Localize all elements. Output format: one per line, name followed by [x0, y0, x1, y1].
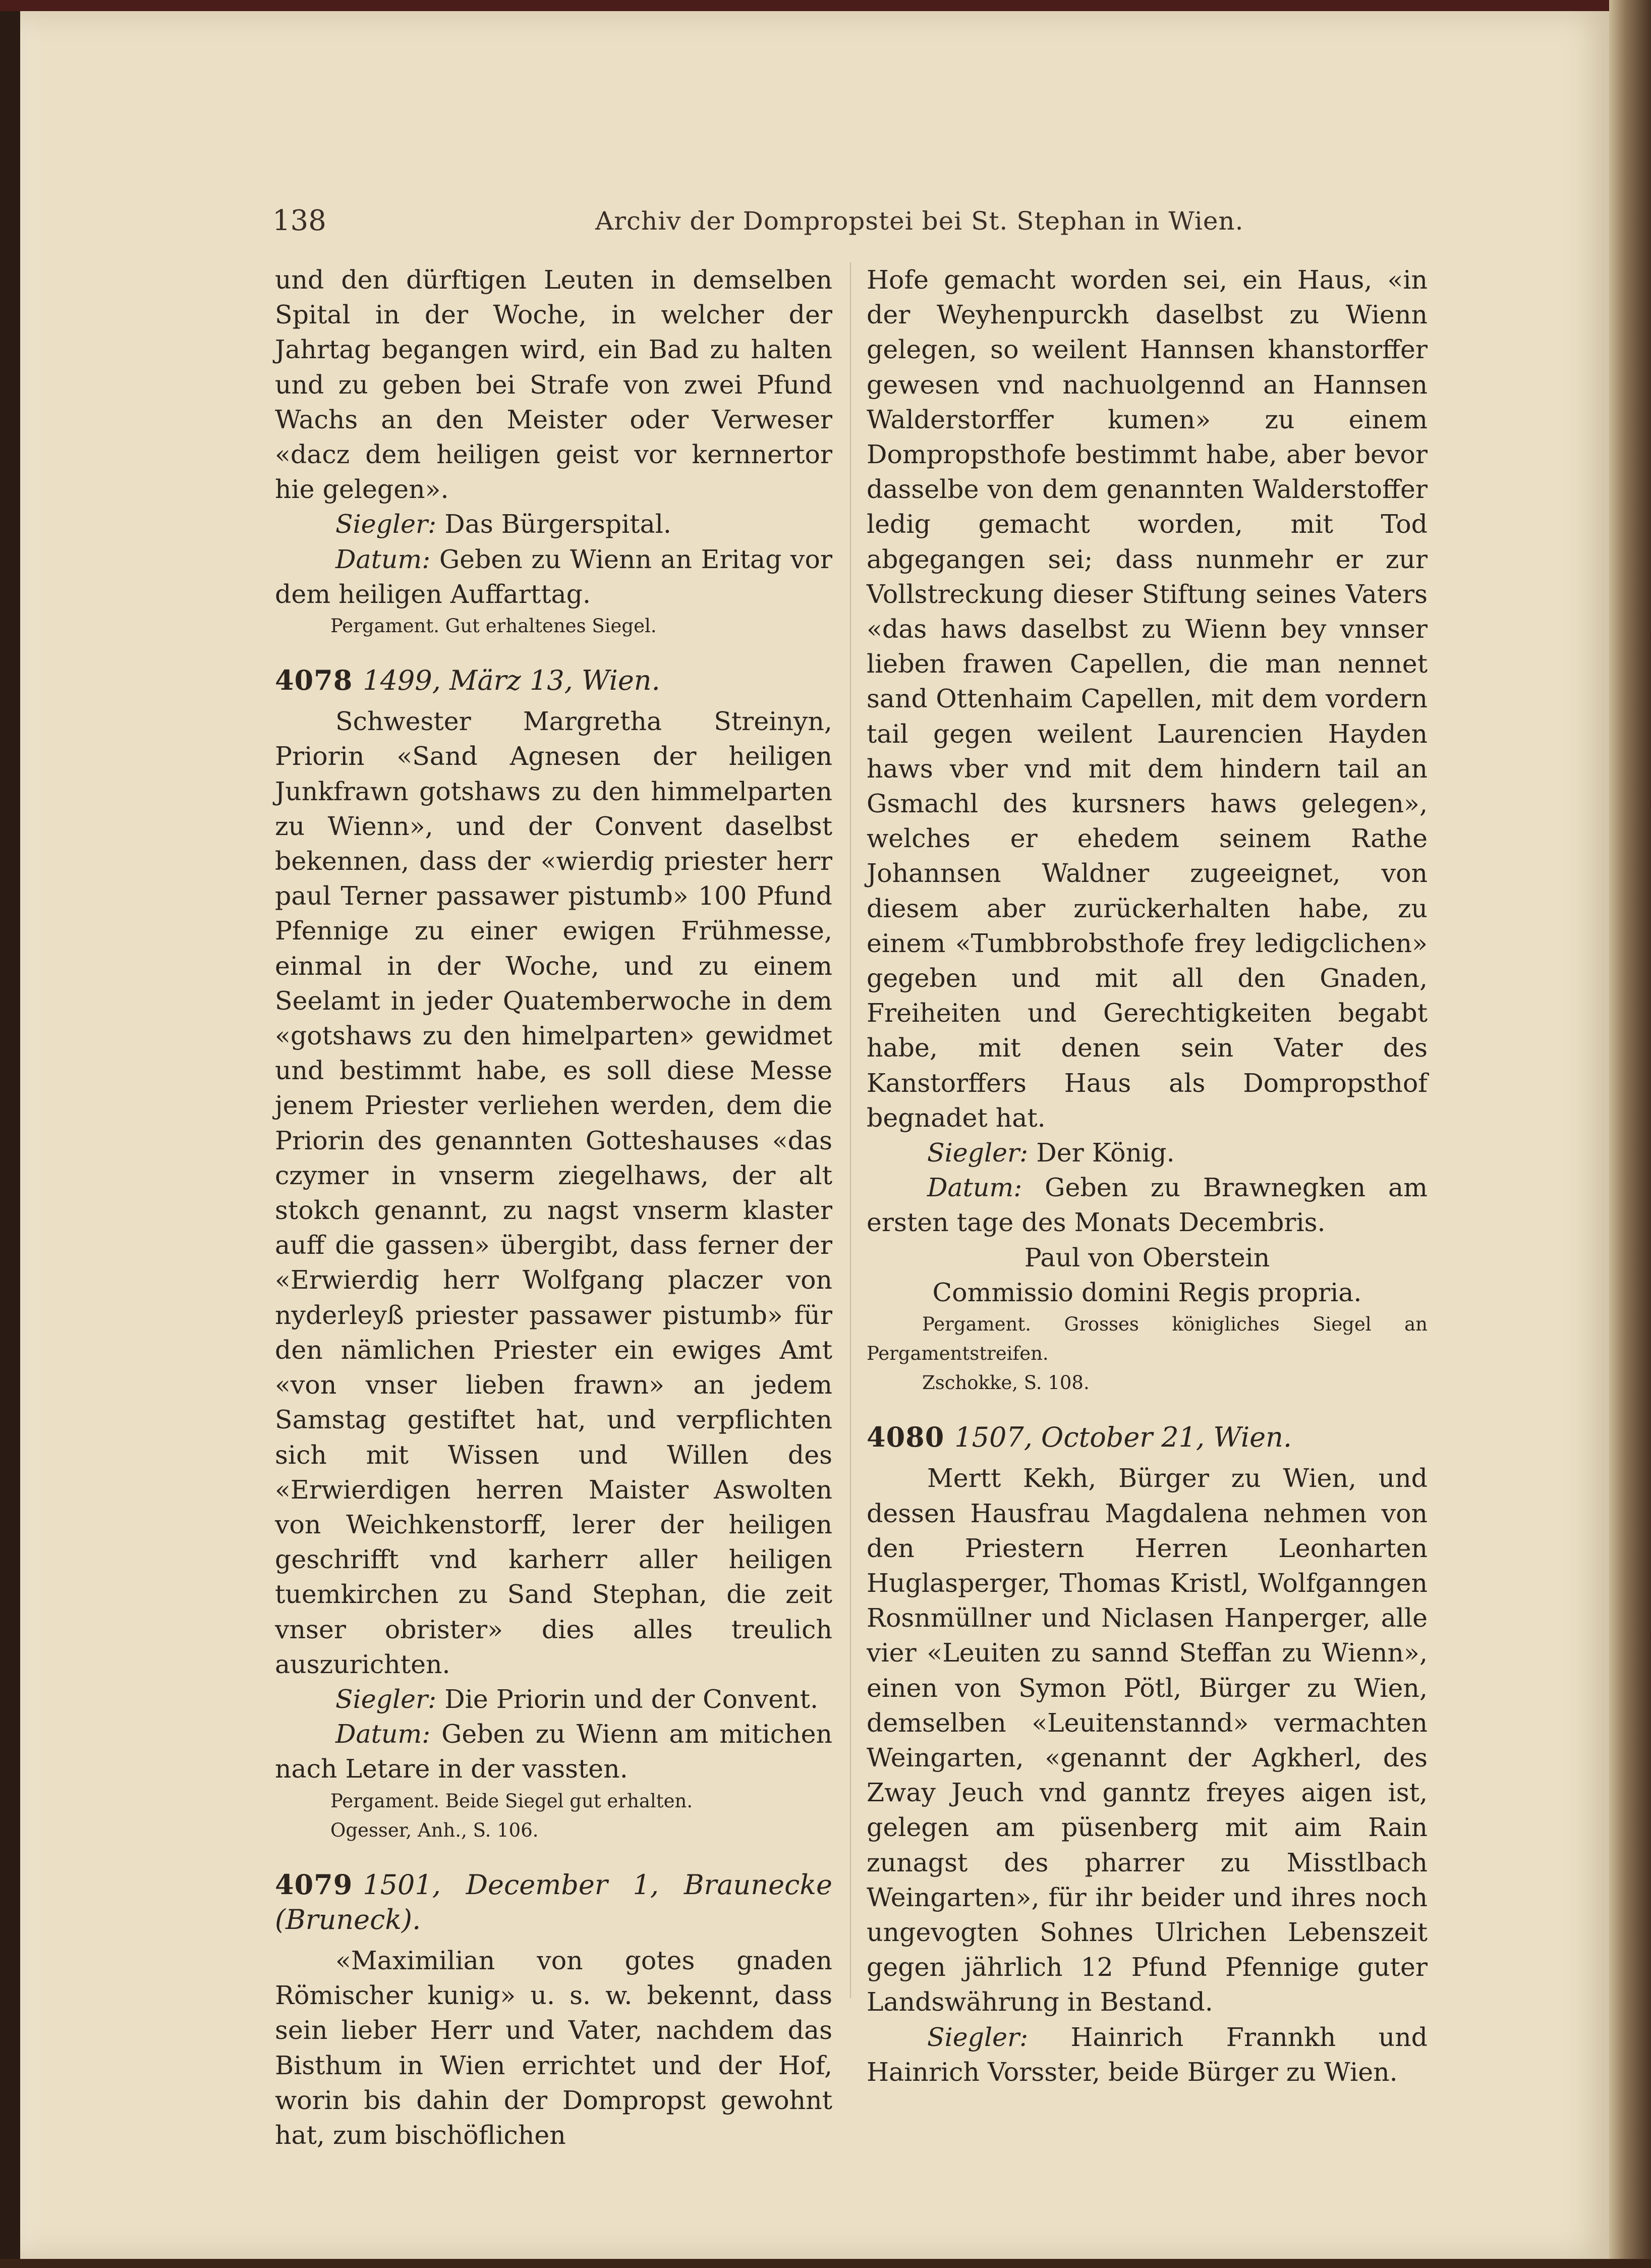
column-divider: [850, 262, 851, 1998]
entry-4079-siegler: Siegler: Der König.: [927, 1138, 1175, 1168]
entry-4078-note: Pergament. Beide Siegel gut erhalten.: [330, 1790, 693, 1812]
entry-4080-siegler: Siegler: Hainrich Frannkh und Hainrich Vorsster, beide Bürger zu Wien.: [867, 2022, 1428, 2087]
entry-number: 4079: [275, 1868, 353, 1901]
page-edge: [1609, 0, 1651, 2268]
entry-4078-heading: [275, 663, 832, 698]
entry-number: 4078: [275, 664, 353, 697]
siegler-label: Siegler:: [335, 509, 437, 539]
entry-4079-continuation: Hofe gemacht worden sei, ein Haus, «in der Weyhenpurckh daselbst zu Wienn gelegen, so weilent Hannsen khanstorffer gewesen vnd nachuolgennd an Hannsen Walderstorffer kumen» zu einem Dompropsthofe bestimmt habe, aber bevor dasselbe von dem genannten Walderstoffer ledig gemacht worden, mit Tod abgegangen sei; dass nunmehr er zur Vollstreckung dieser Stiftung seines Vaters «das haws daselbst zu Wienn bey vnnser lieben frawen Capellen, die man nennet sand Ottenhaim Capellen, mit dem vordern tail gegen weilent Laurencien Hayden haws vber vnd mit dem hindern tail an Gsmachl des kursners haws gelegen», welches er ehedem seinem Rathe Johannsen Waldner zugeeignet, von diesem aber zurückerhalten habe, zu einem «Tumbbrobsthofe frey ledigclichen» gegeben und mit all den Gnaden, Freiheiten und Gerechtigkeiten begabt habe, mit denen sein Vater des Kanstorffers Haus als Dompropsthof begnadet hat.: [867, 265, 1428, 1133]
datum-label: Datum:: [927, 1173, 1022, 1203]
entry-4079-heading: [275, 1867, 832, 1937]
entry-4078-siegler: Siegler: Die Priorin und der Convent.: [335, 1684, 819, 1714]
entry-4080-text: Mertt Kekh, Bürger zu Wien, und dessen Hausfrau Magdalena nehmen von den Priestern Herren Leonharten Huglasperger, Thomas Kristl, Wolfganngen Rosnmüllner und Niclasen Hanperger, alle vier «Leuiten zu sannd Steffan zu Wienn», einen von Symon Pötl, Bürger zu Wien, demselben «Leuitenstannd» vermachten Weingarten, «genannt der Agkherl, des Zway Jeuch vnd ganntz freyes aigen ist, gelegen am püsenberg mit aim Rain zunagst des pharrer zu Misstlbach Weingarten», für ihr beider und ihres noch ungevogten Sohnes Ulrichen Lebenszeit gegen jährlich 12 Pfund Pfennige guter Landswährung in Bestand.: [867, 1463, 1428, 2017]
right-column: [867, 262, 1428, 2089]
entry-date: 1501, December 1, Braunecke (Bruneck).: [275, 1868, 832, 1935]
entry-4080-heading: [867, 1420, 1428, 1455]
entry-4077-note: Pergament. Gut erhaltenes Siegel.: [330, 615, 657, 637]
bottom-binding-strip: [0, 2259, 1651, 2268]
entry-4079-note: Pergament. Grosses königliches Siegel an Pergamentstreifen.: [867, 1313, 1428, 1365]
entry-4079-signature: Paul von Oberstein: [1024, 1242, 1270, 1273]
entry-number: 4080: [867, 1421, 945, 1454]
entry-4078-literature: Ogesser, Anh., S. 106.: [330, 1819, 539, 1841]
entry-date: 1499, März 13, Wien.: [363, 665, 660, 697]
left-column: [275, 262, 832, 2152]
datum-label: Datum:: [335, 1719, 431, 1749]
entry-4078-datum: Datum: Geben zu Wienn am mitichen nach Letare in der vassten.: [275, 1719, 832, 1784]
entry-4077-continuation: und den dürftigen Leuten in demselben Spital in der Woche, in welcher der Jahrtag begangen wird, ein Bad zu halten und zu geben bei Strafe von zwei Pfund Wachs an den Meister oder Verweser «dacz dem heiligen geist vor kernnertor hie gelegen».: [275, 265, 832, 505]
entry-4078-text: Schwester Margretha Streinyn, Priorin «Sand Agnesen der heiligen Junkfrawn gotshaws zu den himmelparten zu Wienn», und der Convent daselbst bekennen, dass der «wierdig priester herr paul Terner passawer pistumb» 100 Pfund Pfennige zu einer ewigen Frühmesse, einmal in der Woche, und zu einem Seelamt in jeder Quatemberwoche in dem «gotshaws zu den himelparten» gewidmet und bestimmt habe, es soll diese Messe jenem Priester verliehen werden, dem die Priorin des genannten Gotteshauses «das czymer in vnserm ziegelhaws, der alt stokch genannt, zu nagst vnserm klaster auff die gassen» übergibt, dass ferner der «Erwierdig herr Wolfgang placzer von nyderleyß priester passawer pistumb» für den nämlichen Priester ein ewiges Amt «von vnser lieben frawn» an jedem Samstag gestiftet hat, und verpflichten sich mit Wissen und Willen des «Erwierdigen herren Maister Aswolten von Weichkenstorff, lerer der heiligen geschrifft vnd karherr aller heiligen tuemkirchen zu Sand Stephan, die zeit vnser obrister» dies alles treulich auszurichten.: [275, 706, 832, 1679]
entry-date: 1507, October 21, Wien.: [954, 1421, 1292, 1454]
top-binding-strip: [0, 0, 1651, 11]
entry-4079-commissio: Commissio domini Regis propria.: [932, 1277, 1362, 1307]
entry-4077-datum: Datum: Geben zu Wienn an Eritag vor dem heiligen Auffarttag.: [275, 544, 832, 609]
siegler-label: Siegler:: [335, 1684, 437, 1714]
datum-label: Datum:: [335, 544, 431, 574]
siegler-label: Siegler:: [927, 1138, 1029, 1168]
page-number: 138: [272, 204, 326, 237]
entry-4077-siegler: Siegler: Das Bürgerspital.: [335, 509, 671, 539]
running-header: [272, 204, 1392, 245]
siegler-label: Siegler:: [927, 2022, 1029, 2052]
entry-4079-text: «Maximilian von gotes gnaden Römischer kunig» u. s. w. bekennt, dass sein lieber Herr und Vater, nachdem das Bisthum in Wien errichtet und der Hof, worin bis dahin der Dompropst gewohnt hat, zum bischöflichen: [275, 1945, 832, 2150]
entry-4079-literature: Zschokke, S. 108.: [922, 1372, 1090, 1394]
running-title: Archiv der Dompropstei bei St. Stephan in Wien.: [595, 206, 1244, 236]
entry-4079-datum: Datum: Geben zu Brawnegken am ersten tage des Monats Decembris.: [867, 1173, 1428, 1238]
